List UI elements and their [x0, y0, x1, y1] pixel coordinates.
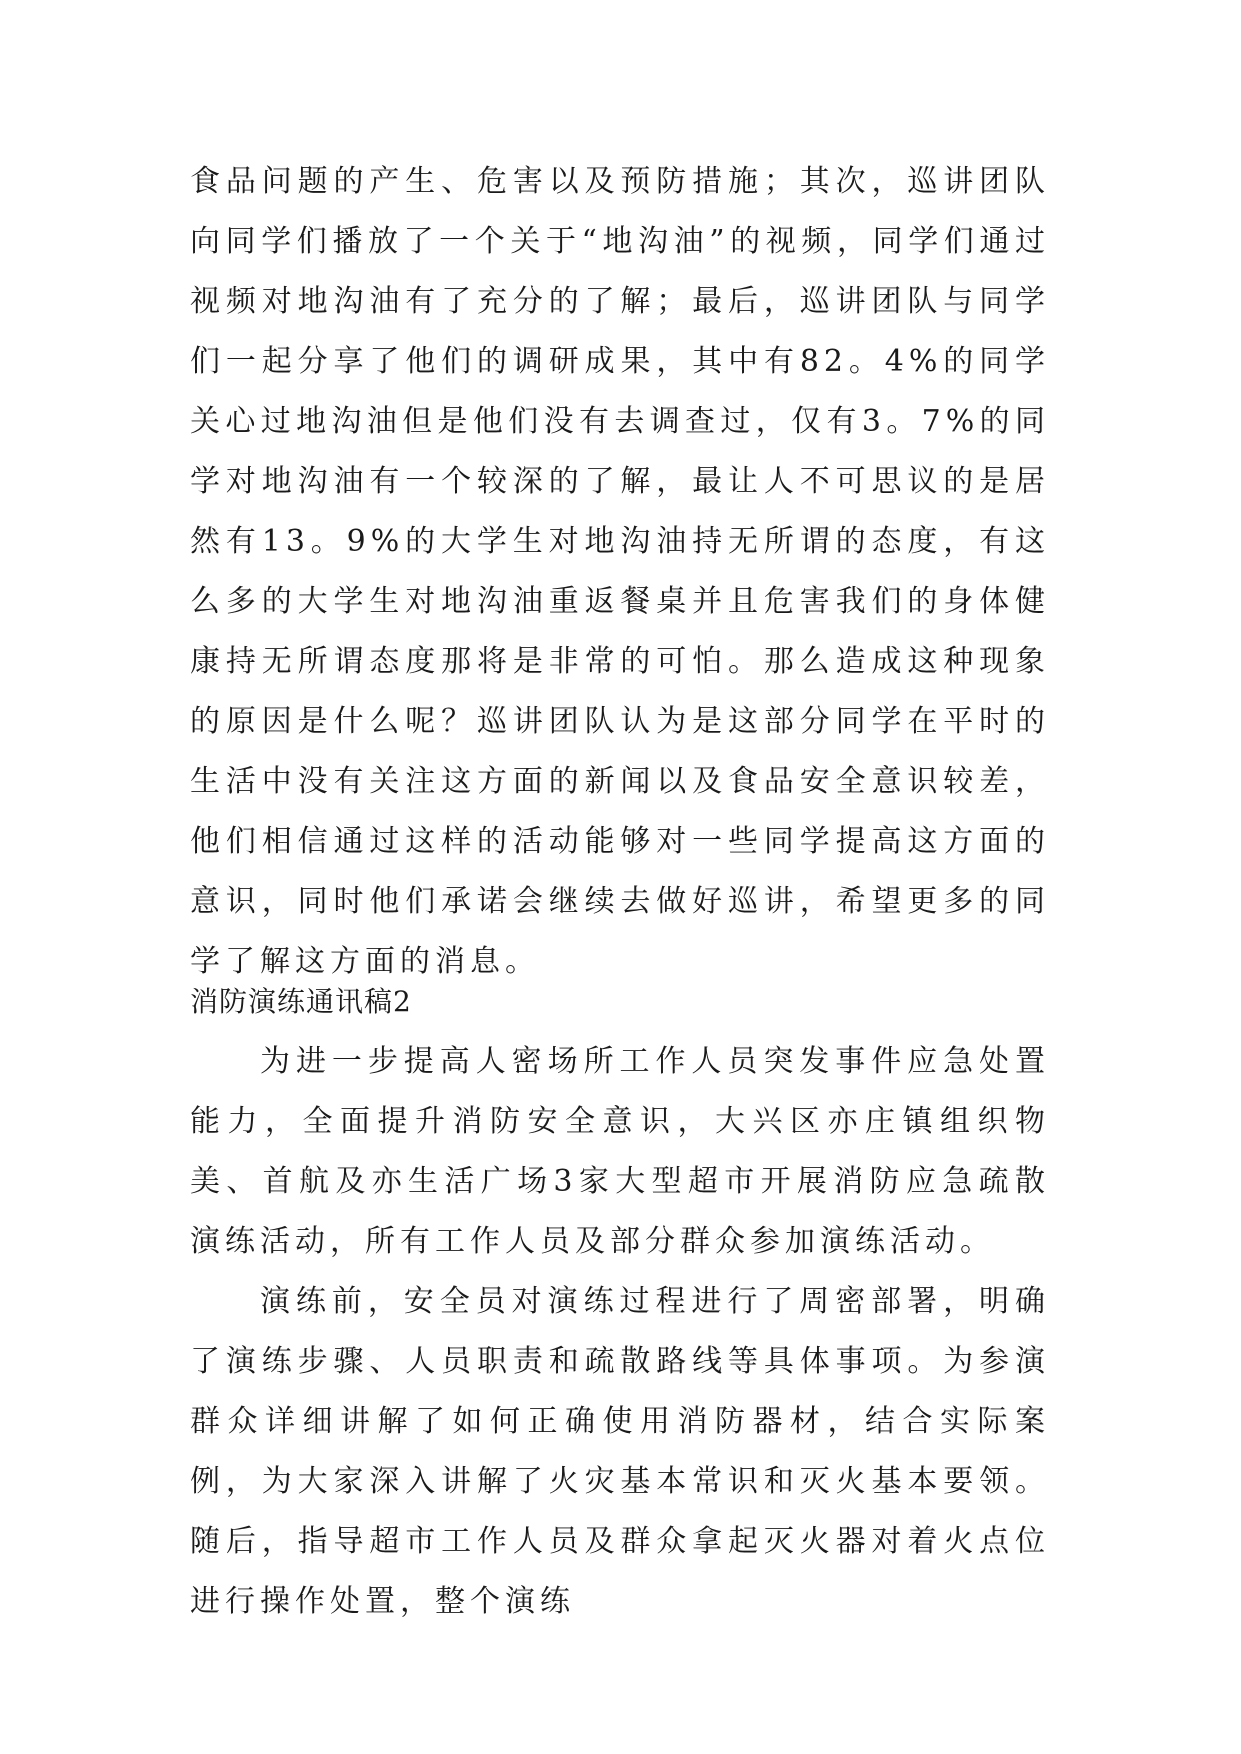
document-page [190, 0, 1050, 1754]
body-paragraph: 演练前，安全员对演练过程进行了周密部署，明确了演练步骤、人员职责和疏散路线等具体事项。为参演群众详细讲解了如何正确使用消防器材，结合实际案例，为大家深入讲解了火灾基本常识和灭火基本要领。随后，指导超市工作人员及群众拿起灭火器对着火点位进行操作处置，整个演练 [190, 1284, 1050, 1619]
body-paragraph: 食品问题的产生、危害以及预防措施；其次，巡讲团队向同学们播放了一个关于“地沟油”的视频，同学们通过视频对地沟油有了充分的了解；最后，巡讲团队与同学们一起分享了他们的调研成果，其中有82。4%的同学关心过地沟油但是他们没有去调查过，仅有3。7%的同学对地沟油有一个较深的了解，最让人不可思议的是居然有13。9%的大学生对地沟油持无所谓的态度，有这么多的大学生对地沟油重返餐桌并且危害我们的身体健康持无所谓态度那将是非常的可怕。那么造成这种现象的原因是什么呢？巡讲团队认为是这部分同学在平时的生活中没有关注这方面的新闻以及食品安全意识较差，他们相信通过这样的活动能够对一些同学提高这方面的意识，同时他们承诺会继续去做好巡讲，希望更多的同学了解这方面的消息。 [190, 164, 1050, 979]
section-title: 消防演练通讯稿2 [190, 985, 412, 1018]
body-paragraph: 为进一步提高人密场所工作人员突发事件应急处置能力，全面提升消防安全意识，大兴区亦庄镇组织物美、首航及亦生活广场3家大型超市开展消防应急疏散演练活动，所有工作人员及部分群众参加演练活动。 [190, 1044, 1050, 1259]
